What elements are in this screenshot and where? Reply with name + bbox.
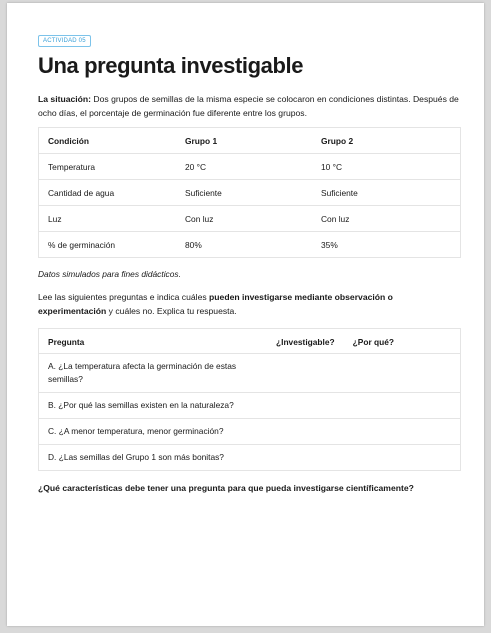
cell-group-2: 10 °C <box>312 154 461 180</box>
table-row <box>39 154 461 180</box>
why-answer-cell[interactable] <box>344 419 461 445</box>
cell-condition: Luz <box>39 206 177 232</box>
instructions-bold: pueden investigarse mediante observación o experimentación <box>38 292 393 316</box>
table-row <box>39 354 461 393</box>
table-row <box>39 180 461 206</box>
header-group-2: Grupo 2 <box>321 135 354 146</box>
header-condition: Condición <box>48 135 89 146</box>
page-title: Una pregunta investigable <box>38 53 304 78</box>
question-text: D. ¿Las semillas del Grupo 1 son más bonitas? <box>39 445 268 471</box>
cell-group-2: Suficiente <box>312 180 461 206</box>
table-row <box>39 206 461 232</box>
situation-paragraph <box>38 92 461 120</box>
header-question: Pregunta <box>48 337 85 347</box>
question-text: A. ¿La temperatura afecta la germinación de estas semillas? <box>39 354 268 393</box>
table-row <box>39 445 461 471</box>
header-why: ¿Por qué? <box>352 337 395 347</box>
data-note: Datos simulados para fines didácticos. <box>38 269 181 279</box>
question-text: B. ¿Por qué las semillas existen en la naturaleza? <box>39 393 268 419</box>
instructions-paragraph <box>38 290 461 318</box>
table-row <box>39 393 461 419</box>
table-row <box>39 419 461 445</box>
activity-tag: ACTIVIDAD 05 <box>38 35 91 47</box>
cell-group-1: 80% <box>176 232 312 258</box>
situation-label: La situación: <box>38 94 92 104</box>
table-row <box>39 232 461 258</box>
cell-condition: % de germinación <box>39 232 177 258</box>
cell-group-1: Suficiente <box>176 180 312 206</box>
investigable-answer-cell[interactable] <box>267 354 344 393</box>
investigable-answer-cell[interactable] <box>267 393 344 419</box>
questions-header-row <box>39 329 461 354</box>
question-text: C. ¿A menor temperatura, menor germinación? <box>39 419 268 445</box>
conditions-header-row <box>39 128 461 154</box>
cell-group-2: Con luz <box>312 206 461 232</box>
why-answer-cell[interactable] <box>344 354 461 393</box>
cell-group-1: 20 °C <box>176 154 312 180</box>
cell-condition: Cantidad de agua <box>39 180 177 206</box>
investigable-answer-cell[interactable] <box>267 445 344 471</box>
instructions-text-1: Lee las siguientes preguntas e indica cuáles <box>38 292 210 302</box>
investigable-answer-cell[interactable] <box>267 419 344 445</box>
worksheet-content <box>38 29 461 493</box>
why-answer-cell[interactable] <box>344 393 461 419</box>
cell-condition: Temperatura <box>39 154 177 180</box>
conditions-table <box>38 127 461 258</box>
header-investigable: ¿Investigable? <box>276 337 335 347</box>
final-question: ¿Qué características debe tener una pregunta para que pueda investigarse científicamente? <box>38 483 414 493</box>
questions-table <box>38 328 461 471</box>
why-answer-cell[interactable] <box>344 445 461 471</box>
header-group-1: Grupo 1 <box>185 135 218 146</box>
instructions-text-2: y cuáles no. Explica tu respuesta. <box>106 306 237 316</box>
situation-text: Dos grupos de semillas de la misma especie se colocaron en condiciones distintas. Después de ocho días, el porcentaje de germinación fue diferente entre los grupos. <box>38 94 459 118</box>
cell-group-2: 35% <box>312 232 461 258</box>
worksheet-page <box>7 3 484 626</box>
cell-group-1: Con luz <box>176 206 312 232</box>
